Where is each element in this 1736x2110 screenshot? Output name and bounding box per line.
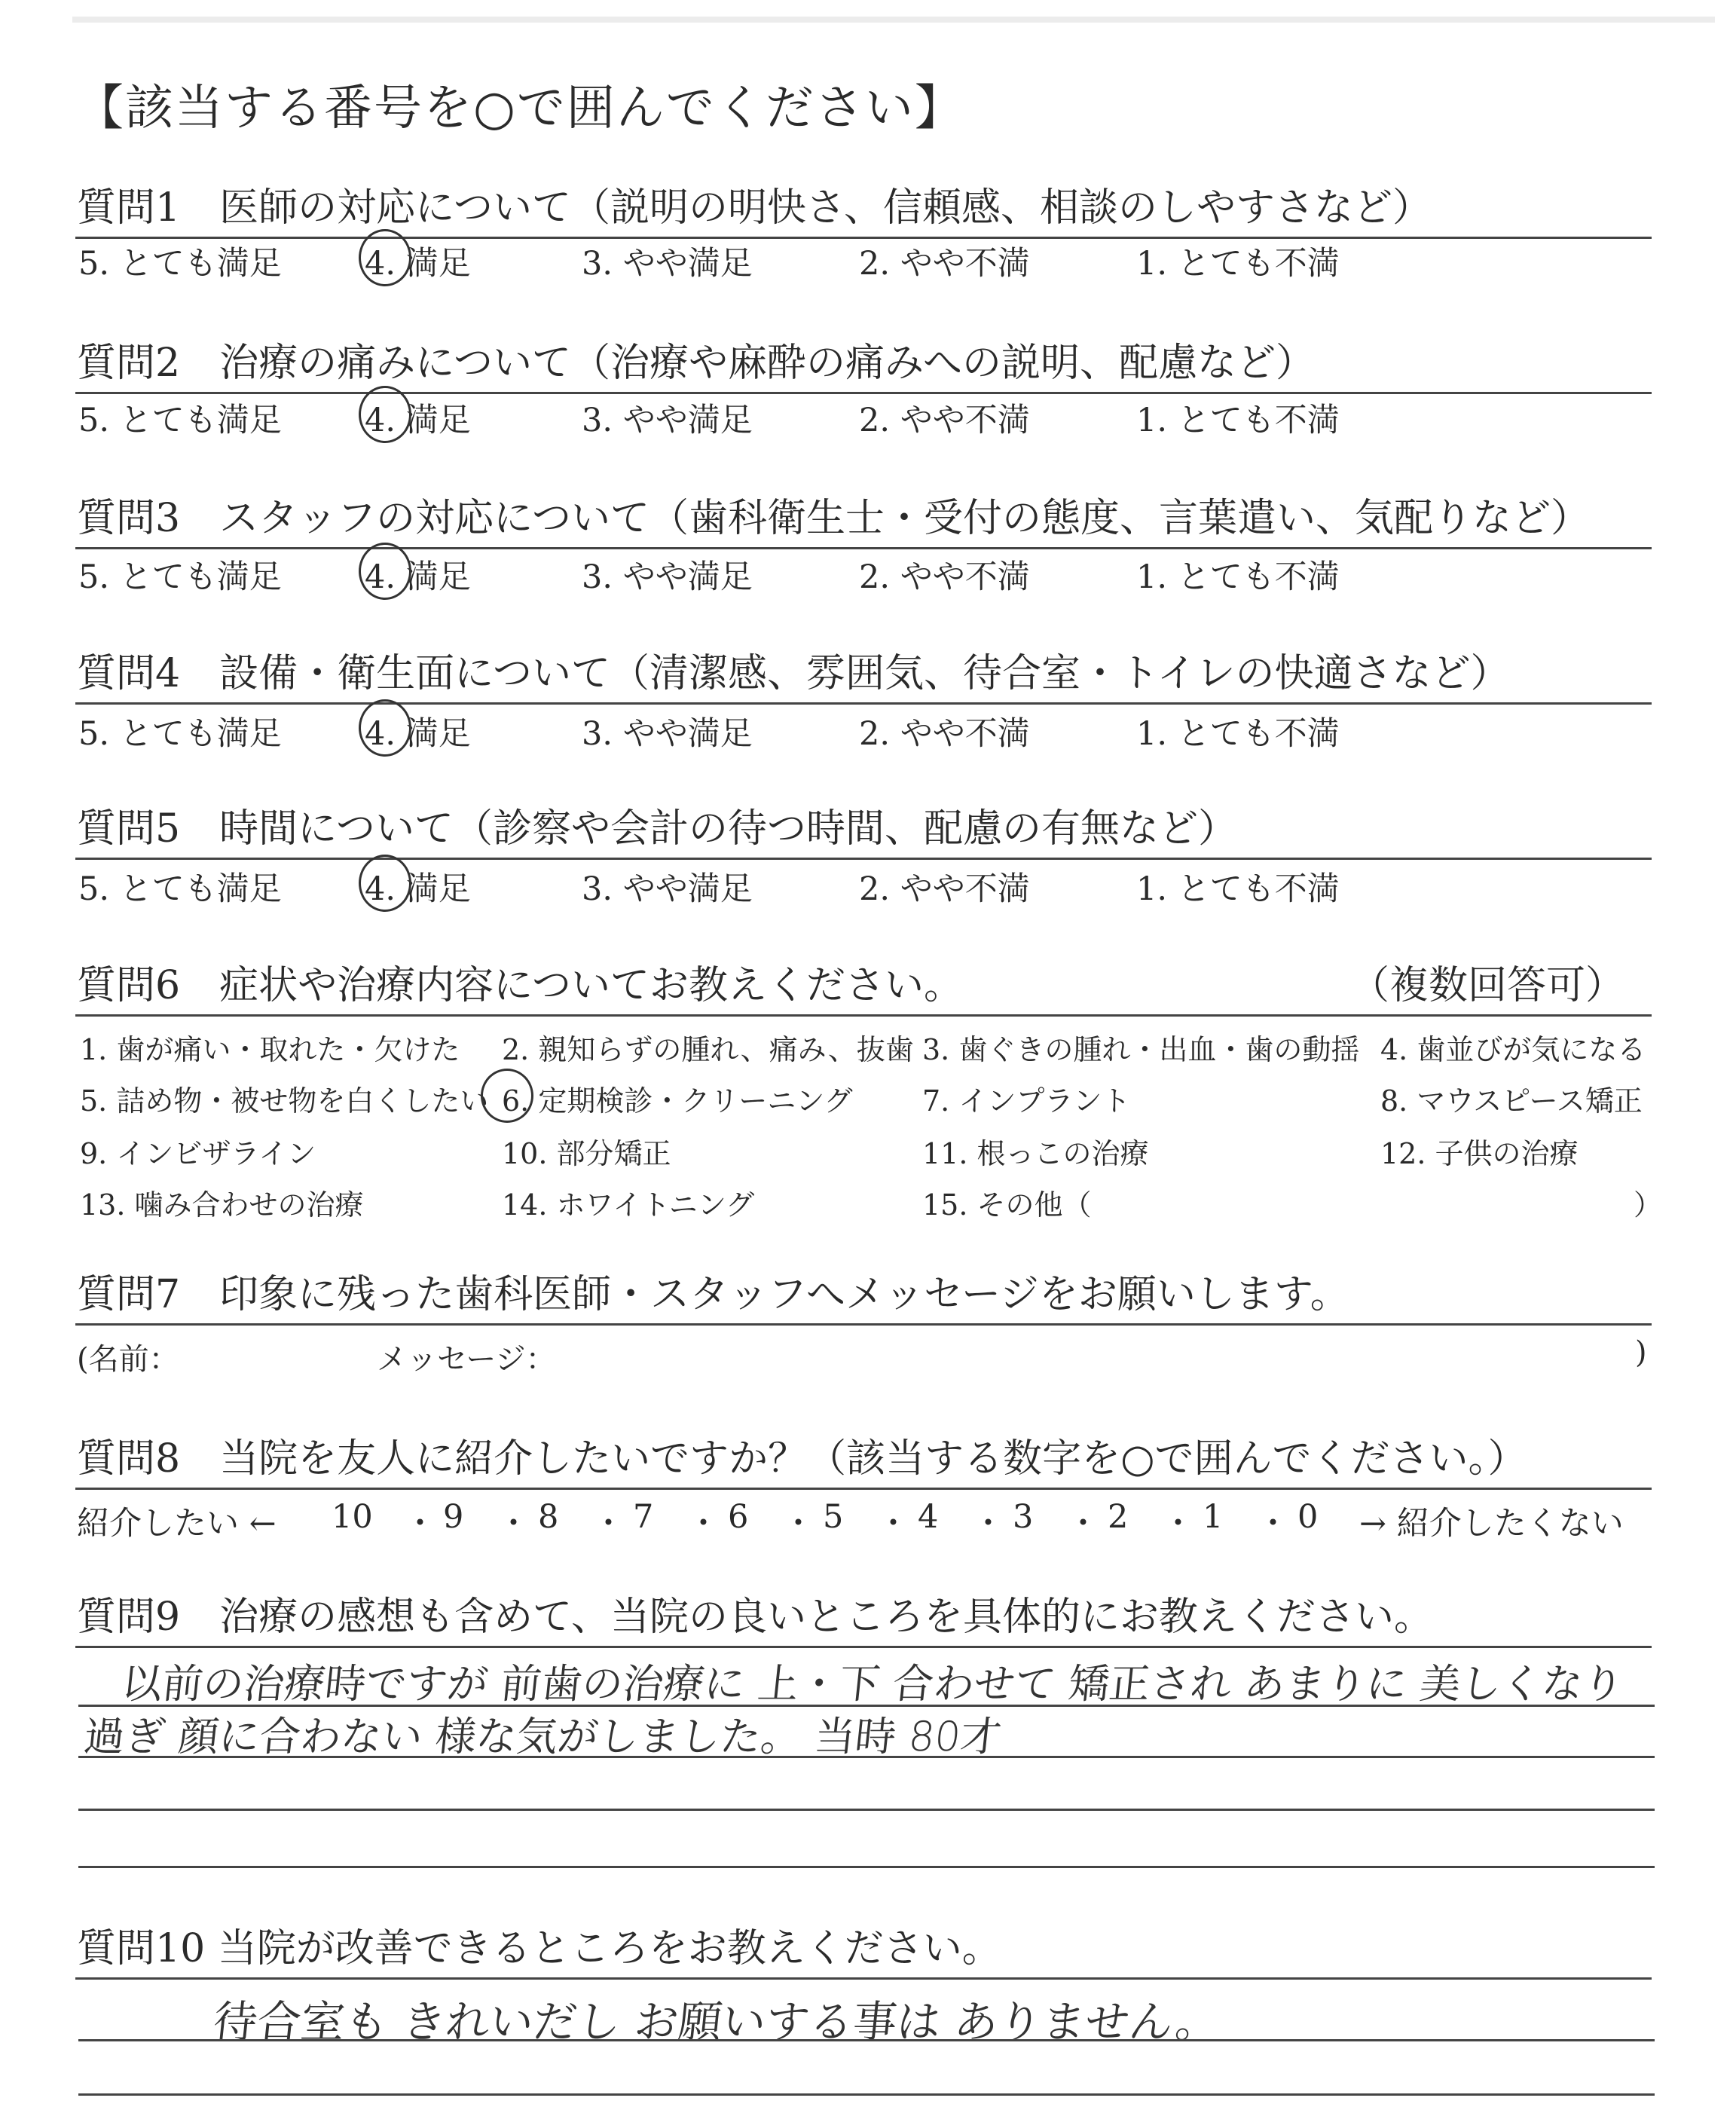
option-5[interactable]: 5. とても満足 [78, 715, 282, 753]
option-3[interactable]: 3. やや満足 [582, 715, 753, 753]
question-1-options [75, 238, 1658, 282]
symptom-option-13[interactable]: 13. 噛み合わせの治療 [80, 1188, 364, 1222]
answer-circle [359, 699, 411, 757]
option-5[interactable]: 5. とても満足 [78, 558, 282, 596]
question-7-fields [75, 1335, 1658, 1379]
option-4[interactable]: 4. 満足 [365, 715, 471, 753]
option-3[interactable]: 3. やや満足 [582, 558, 753, 596]
scale-dot: ・ [877, 1505, 909, 1543]
scale-6[interactable]: 6 [728, 1498, 749, 1536]
option-4[interactable]: 4. 満足 [365, 870, 471, 908]
option-4[interactable]: 4. 満足 [365, 245, 471, 283]
option-5[interactable]: 5. とても満足 [78, 245, 282, 283]
symptom-option-15[interactable]: 15. その他（ [922, 1188, 1092, 1222]
other-close-paren: ） [1634, 1188, 1663, 1222]
question-5 [75, 802, 1652, 860]
scale-dot: ・ [404, 1505, 436, 1543]
scale-5[interactable]: 5 [823, 1498, 844, 1536]
question-4 [75, 647, 1652, 705]
handwritten-answer-line-2: 過ぎ 顔に合わない 様な気がしました。 当時 80才 [81, 1713, 1004, 1760]
question-6 [75, 959, 1652, 1017]
option-2[interactable]: 2. やや不満 [859, 870, 1030, 908]
question-title: 質問6 症状や治療内容についてお教えください。 [77, 963, 964, 1008]
question-2-options [75, 395, 1658, 439]
answer-rule [78, 2039, 1655, 2041]
symptom-option-8[interactable]: 8. マウスピース矯正 [1380, 1084, 1643, 1118]
scale-dot: ・ [497, 1505, 530, 1543]
question-title: 質問3 スタッフの対応について（歯科衛生士・受付の態度、言葉遣い、気配りなど） [77, 496, 1591, 541]
scale-7[interactable]: 7 [633, 1498, 654, 1536]
scale-dot: ・ [1162, 1505, 1194, 1543]
answer-rule [78, 2093, 1655, 2096]
answer-circle [359, 229, 411, 286]
question-2 [75, 336, 1652, 394]
scale-dot: ・ [1067, 1505, 1099, 1543]
handwritten-answer-line-1: 以前の治療時ですが 前歯の治療に 上・下 合わせて 矯正され あまりに 美しくなり [119, 1660, 1626, 1708]
scale-dot: ・ [687, 1505, 720, 1543]
symptom-option-11[interactable]: 11. 根っこの治療 [922, 1137, 1149, 1170]
symptom-option-5[interactable]: 5. 詰め物・被せ物を白くしたい [80, 1084, 489, 1118]
option-5[interactable]: 5. とても満足 [78, 402, 282, 439]
question-title: 質問8 当院を友人に紹介したいですか？（該当する数字を○で囲んでください。） [77, 1436, 1527, 1482]
symptom-option-9[interactable]: 9. インビザライン [80, 1137, 316, 1170]
question-6-options [75, 1026, 1663, 1252]
option-4[interactable]: 4. 満足 [365, 558, 471, 596]
answer-circle [359, 386, 411, 443]
handwritten-answer-line-1: 待合室も きれいだし お願いする事は ありません。 [210, 1996, 1222, 2047]
scale-dot: ・ [1257, 1505, 1289, 1543]
scale-4[interactable]: 4 [918, 1498, 939, 1536]
symptom-option-2[interactable]: 2. 親知らずの腫れ、痛み、抜歯 [502, 1033, 914, 1066]
scale-3[interactable]: 3 [1013, 1498, 1034, 1536]
symptom-option-14[interactable]: 14. ホワイトニング [502, 1188, 755, 1222]
option-2[interactable]: 2. やや不満 [859, 402, 1030, 439]
symptom-option-12[interactable]: 12. 子供の治療 [1380, 1137, 1579, 1170]
option-5[interactable]: 5. とても満足 [78, 870, 282, 908]
option-1[interactable]: 1. とても不満 [1136, 715, 1340, 753]
answer-circle [481, 1069, 533, 1123]
symptom-option-1[interactable]: 1. 歯が痛い・取れた・欠けた [80, 1033, 460, 1066]
scale-10[interactable]: 10 [332, 1498, 373, 1536]
question-title: 質問1 医師の対応について（説明の明快さ、信頼感、相談のしやすさなど） [77, 185, 1432, 231]
answer-circle [359, 855, 411, 912]
symptom-option-3[interactable]: 3. 歯ぐきの腫れ・出血・歯の動揺 [922, 1033, 1360, 1066]
symptom-option-6[interactable]: 6. 定期検診・クリーニング [502, 1084, 853, 1118]
symptom-option-7[interactable]: 7. インプラント [922, 1084, 1131, 1118]
option-1[interactable]: 1. とても不満 [1136, 558, 1340, 596]
answer-rule [78, 1866, 1655, 1868]
symptom-option-4[interactable]: 4. 歯並びが気になる [1380, 1033, 1646, 1066]
question-10 [75, 1922, 1652, 1980]
question-9 [75, 1590, 1652, 1648]
symptom-option-10[interactable]: 10. 部分矯正 [502, 1137, 671, 1170]
answer-rule [78, 1809, 1655, 1811]
scale-9[interactable]: 9 [443, 1498, 464, 1536]
option-3[interactable]: 3. やや満足 [582, 870, 753, 908]
scale-2[interactable]: 2 [1108, 1498, 1129, 1536]
question-5-options [75, 864, 1658, 907]
close-paren: ) [1635, 1335, 1647, 1370]
option-2[interactable]: 2. やや不満 [859, 715, 1030, 753]
option-1[interactable]: 1. とても不満 [1136, 402, 1340, 439]
scale-dot: ・ [592, 1505, 625, 1543]
recommend-label: 紹介したい ← [77, 1505, 277, 1543]
page-heading: 【該当する番号を○で囲んでください】 [75, 81, 964, 136]
multiple-answers-note: （複数回答可） [1349, 963, 1624, 1008]
answer-rule [78, 1756, 1655, 1758]
question-title: 質問10 当院が改善できるところをお教えください。 [77, 1926, 1001, 1971]
scale-0[interactable]: 0 [1297, 1498, 1319, 1536]
option-3[interactable]: 3. やや満足 [582, 402, 753, 439]
name-label: (名前： [77, 1342, 179, 1377]
answer-circle [359, 543, 411, 600]
question-title: 質問7 印象に残った歯科医師・スタッフへメッセージをお願いします。 [77, 1272, 1349, 1317]
option-1[interactable]: 1. とても不満 [1136, 245, 1340, 283]
question-7 [75, 1268, 1652, 1326]
question-title: 質問2 治療の痛みについて（治療や麻酔の痛みへの説明、配慮など） [77, 341, 1316, 386]
question-title: 質問4 設備・衛生面について（清潔感、雰囲気、待合室・トイレの快適さなど） [77, 651, 1510, 696]
option-4[interactable]: 4. 満足 [365, 402, 471, 439]
option-3[interactable]: 3. やや満足 [582, 245, 753, 283]
question-3 [75, 491, 1652, 549]
scale-8[interactable]: 8 [538, 1498, 559, 1536]
question-title: 質問9 治療の感想も含めて、当院の良いところを具体的にお教えください。 [77, 1595, 1434, 1640]
scan-top-edge [72, 17, 1715, 23]
scale-dot: ・ [782, 1505, 815, 1543]
question-1 [75, 181, 1652, 239]
question-4-options [75, 708, 1658, 752]
scale-dot: ・ [972, 1505, 1004, 1543]
option-1[interactable]: 1. とても不満 [1136, 870, 1340, 908]
question-8 [75, 1432, 1652, 1490]
question-3-options [75, 552, 1658, 595]
option-2[interactable]: 2. やや不満 [859, 558, 1030, 596]
question-title: 質問5 時間について（診察や会計の待つ時間、配慮の有無など） [77, 806, 1238, 852]
message-label: メッセージ： [377, 1342, 556, 1377]
option-2[interactable]: 2. やや不満 [859, 245, 1030, 283]
not-recommend-label: → 紹介したくない [1359, 1505, 1624, 1543]
scale-1[interactable]: 1 [1203, 1498, 1224, 1536]
question-8-scale [75, 1498, 1658, 1542]
